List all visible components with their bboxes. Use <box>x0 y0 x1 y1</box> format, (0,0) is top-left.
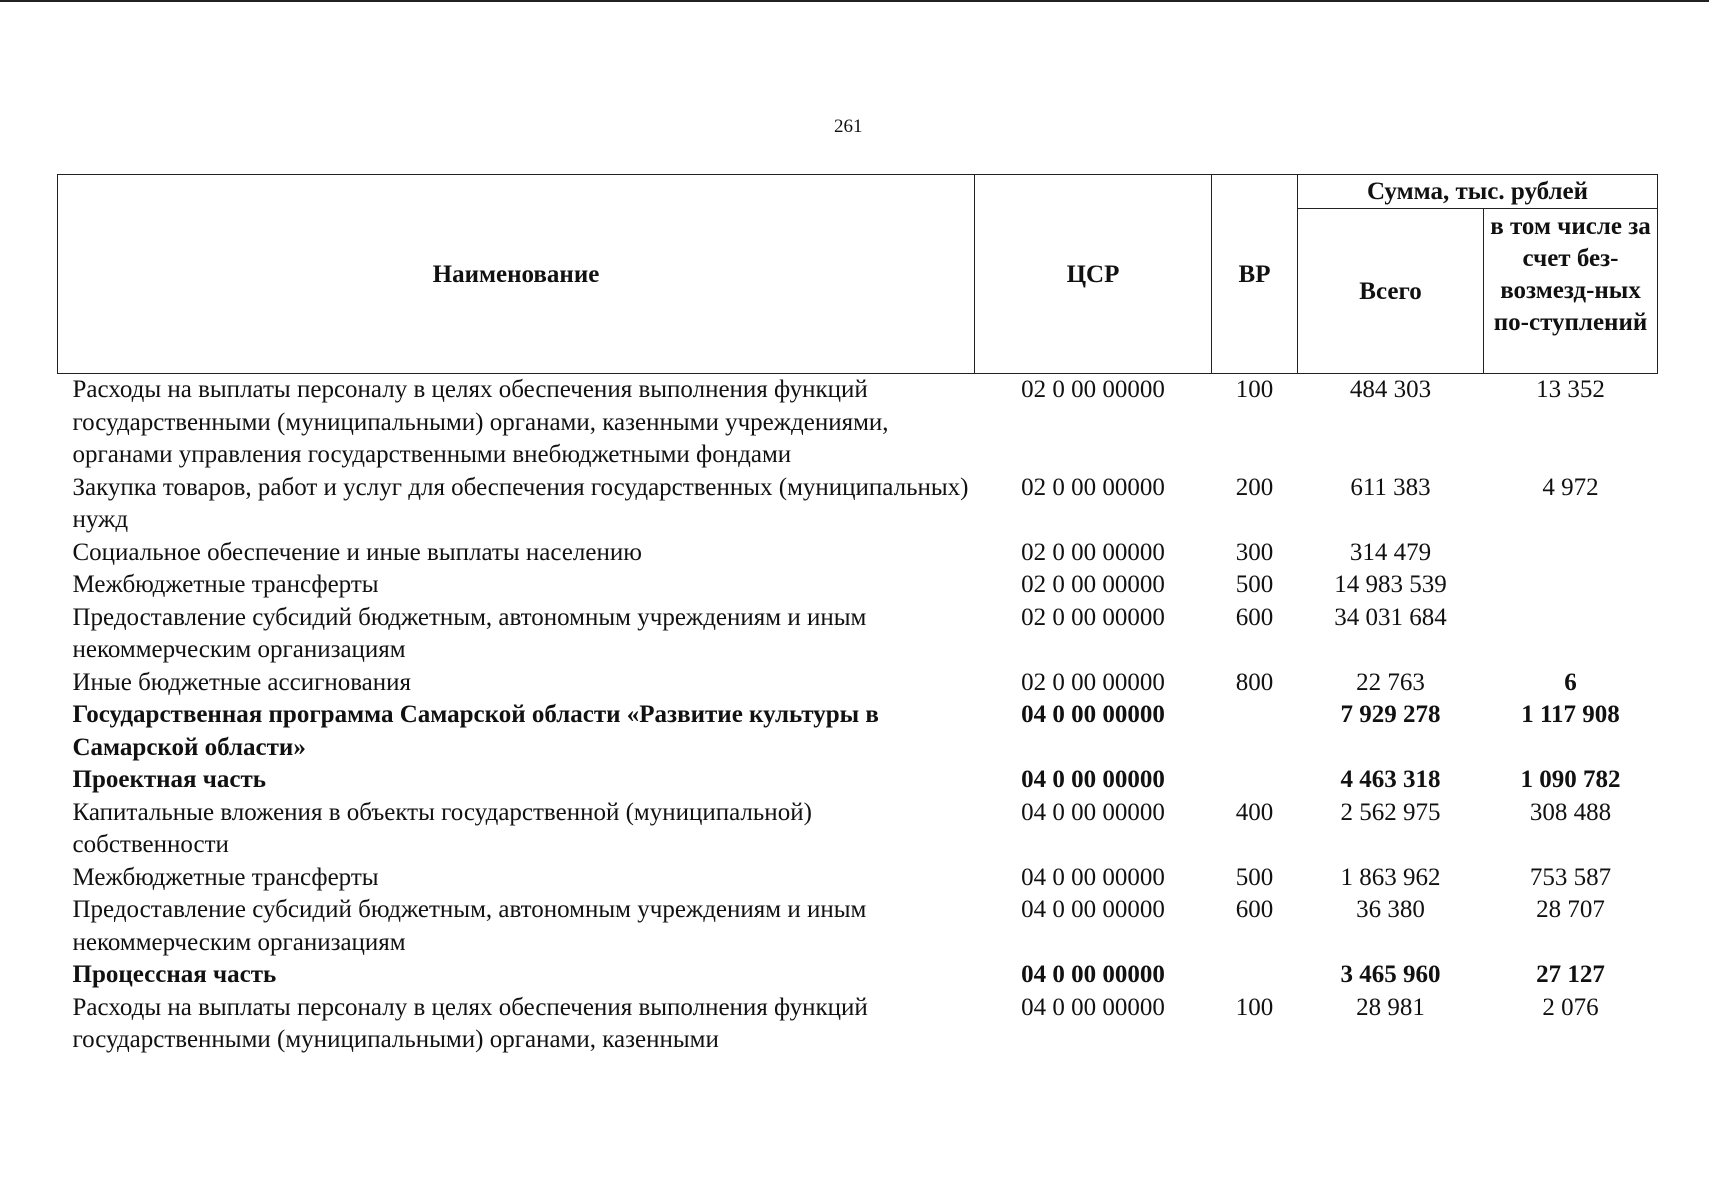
row-name-cell: Расходы на выплаты персоналу в целях обеспечения выполнения функций государственными (муниципальными) органами, казенными <box>72 993 868 1053</box>
row-total-cell: 36 380 <box>1356 896 1425 923</box>
row-total-cell: 611 383 <box>1350 473 1431 501</box>
row-free-receipts-cell: 13 352 <box>1536 376 1605 403</box>
row-name-cell: Закупка товаров, работ и услуг для обеспечения государственных (муниципальных) нужд <box>72 473 969 533</box>
row-vr-cell: 100 <box>1235 376 1274 403</box>
table-row <box>58 764 1658 797</box>
row-name-cell: Капитальные вложения в объекты государственной (муниципальной) собственности <box>72 798 812 858</box>
budget-table <box>57 174 1658 1057</box>
row-csr-cell: 04 0 00 00000 <box>1021 961 1165 988</box>
row-vr-cell <box>1212 699 1298 764</box>
table-row <box>58 602 1658 667</box>
table-body <box>58 374 1658 1057</box>
table-row <box>58 667 1658 700</box>
row-free-receipts-cell: 1 117 908 <box>1521 701 1620 728</box>
row-vr-cell: 600 <box>1235 603 1274 631</box>
row-total-cell: 2 562 975 <box>1340 798 1441 826</box>
row-name-cell: Предоставление субсидий бюджетным, автономным учреждениям и иным некоммерческим организациям <box>72 603 867 663</box>
row-free-receipts-cell <box>1484 602 1658 667</box>
row-csr-cell: 04 0 00 00000 <box>1021 896 1165 923</box>
row-name-cell: Расходы на выплаты персоналу в целях обеспечения выполнения функций государственными (муниципальными) органами, казенными учреждениями, органами управления государственными внебюджетными фондами <box>72 376 889 468</box>
table-row <box>58 472 1658 537</box>
row-name-cell: Государственная программа Самарской области «Развитие культуры в Самарской области» <box>72 701 879 761</box>
row-free-receipts-cell: 308 488 <box>1529 798 1612 826</box>
row-vr-cell <box>1212 764 1298 797</box>
row-csr-cell: 04 0 00 00000 <box>1021 993 1165 1021</box>
row-total-cell: 34 031 684 <box>1334 603 1447 631</box>
row-csr-cell: 04 0 00 00000 <box>1021 798 1165 826</box>
row-total-cell: 314 479 <box>1349 538 1432 566</box>
row-total-cell: 1 863 962 <box>1340 863 1441 891</box>
row-vr-cell: 500 <box>1235 571 1274 598</box>
row-total-cell: 3 465 960 <box>1340 961 1441 988</box>
row-name-cell: Проектная часть <box>72 766 267 793</box>
row-total-cell: 14 983 539 <box>1334 571 1447 598</box>
row-vr-cell: 200 <box>1235 473 1274 501</box>
table-header <box>58 175 1658 374</box>
row-vr-cell: 800 <box>1235 668 1274 696</box>
row-total-cell: 28 981 <box>1356 993 1425 1021</box>
row-name-cell: Социальное обеспечение и иные выплаты населению <box>72 538 642 566</box>
row-free-receipts-cell <box>1484 569 1658 602</box>
row-csr-cell: 02 0 00 00000 <box>1021 668 1165 696</box>
row-total-cell: 4 463 318 <box>1340 766 1441 793</box>
row-name-cell: Межбюджетные трансферты <box>72 863 379 891</box>
row-free-receipts-cell: 2 076 <box>1542 993 1599 1021</box>
page-number: 261 <box>834 116 863 137</box>
row-csr-cell: 02 0 00 00000 <box>1021 571 1165 598</box>
row-name-cell: Межбюджетные трансферты <box>72 571 379 598</box>
table-row <box>58 374 1658 472</box>
header-vr: ВР <box>1212 175 1298 374</box>
row-vr-cell: 300 <box>1235 538 1274 566</box>
row-name-cell: Процессная часть <box>72 961 277 988</box>
row-vr-cell: 600 <box>1235 896 1274 923</box>
header-total: Всего <box>1298 209 1484 374</box>
table-row <box>58 569 1658 602</box>
table-row <box>58 992 1658 1057</box>
row-total-cell: 22 763 <box>1356 668 1425 696</box>
top-border-line <box>0 0 1709 2</box>
table-row <box>58 699 1658 764</box>
row-name-cell: Иные бюджетные ассигнования <box>72 668 412 696</box>
table-row <box>58 797 1658 862</box>
row-vr-cell: 100 <box>1235 993 1274 1021</box>
row-vr-cell: 500 <box>1235 863 1274 891</box>
row-total-cell: 484 303 <box>1349 376 1432 403</box>
header-free-receipts: в том числе за счет без-возмезд-ных по-ступлений <box>1484 209 1658 374</box>
row-csr-cell: 04 0 00 00000 <box>1021 863 1165 891</box>
row-free-receipts-cell: 6 <box>1564 668 1577 696</box>
row-name-cell: Предоставление субсидий бюджетным, автономным учреждениям и иным некоммерческим организациям <box>72 896 867 956</box>
row-free-receipts-cell: 28 707 <box>1536 896 1605 923</box>
row-csr-cell: 04 0 00 00000 <box>1021 766 1165 793</box>
row-free-receipts-cell: 27 127 <box>1536 961 1605 988</box>
header-sum-group: Сумма, тыс. рублей <box>1298 175 1658 209</box>
row-vr-cell <box>1212 959 1298 992</box>
row-csr-cell: 02 0 00 00000 <box>1021 376 1165 403</box>
row-free-receipts-cell: 753 587 <box>1529 863 1612 891</box>
row-csr-cell: 04 0 00 00000 <box>1021 701 1165 728</box>
row-free-receipts-cell <box>1484 537 1658 570</box>
row-free-receipts-cell: 1 090 782 <box>1520 766 1621 793</box>
row-vr-cell: 400 <box>1235 798 1274 826</box>
table-row <box>58 862 1658 895</box>
header-name: Наименование <box>58 175 975 374</box>
header-csr: ЦСР <box>975 175 1212 374</box>
row-csr-cell: 02 0 00 00000 <box>1021 538 1165 566</box>
row-csr-cell: 02 0 00 00000 <box>1021 603 1165 631</box>
row-csr-cell: 02 0 00 00000 <box>1021 473 1165 501</box>
row-free-receipts-cell: 4 972 <box>1542 473 1599 501</box>
table-row <box>58 894 1658 959</box>
row-total-cell: 7 929 278 <box>1340 701 1441 728</box>
table-row <box>58 959 1658 992</box>
table-row <box>58 537 1658 570</box>
